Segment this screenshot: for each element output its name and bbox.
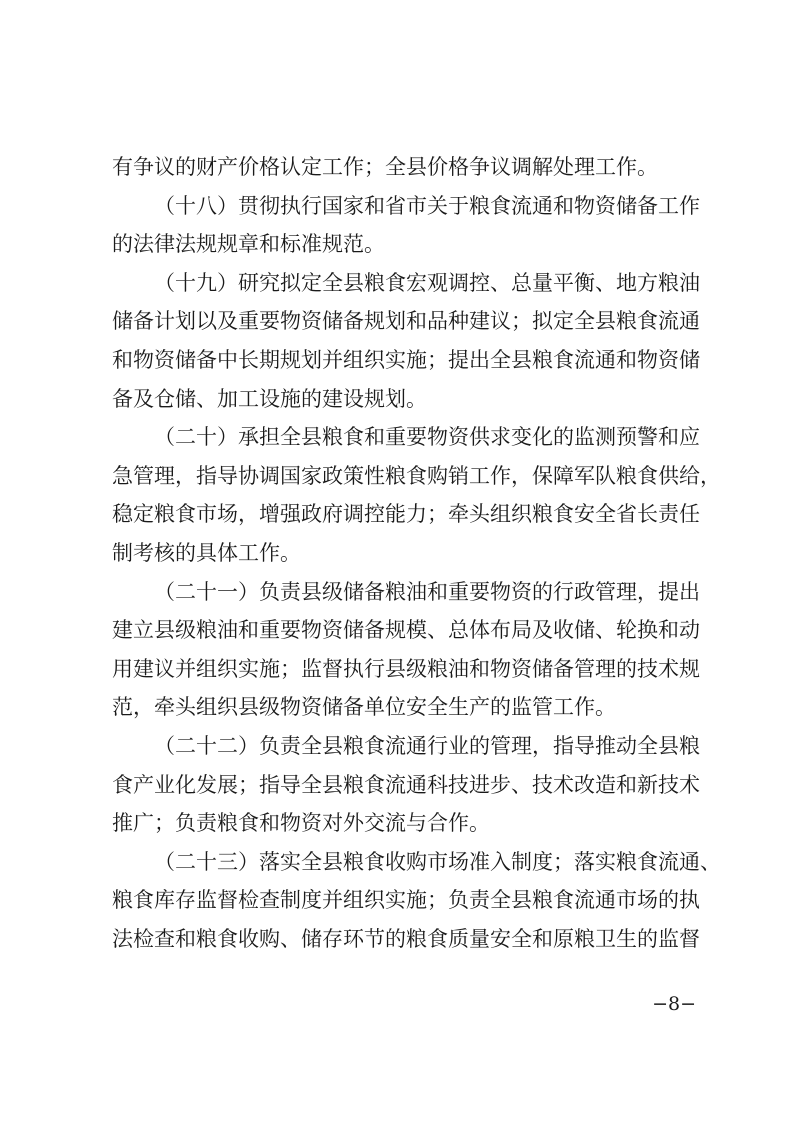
text-line: 食产业化发展；指导全县粮食流通科技进步、技术改造和新技术 — [112, 772, 700, 797]
text-line: 用建议并组织实施；监督执行县级粮油和物资储备管理的技术规 — [112, 656, 700, 681]
text-line: （二十三）落实全县粮食收购市场准入制度；落实粮食流通、 — [154, 849, 721, 874]
text-line: 制考核的具体工作。 — [112, 540, 301, 565]
text-line: （二十二）负责全县粮食流通行业的管理，指导推动全县粮 — [154, 733, 700, 758]
page-number: −8− — [652, 993, 696, 1015]
text-line: 建立县级粮油和重要物资储备规模、总体布局及收储、轮换和动 — [112, 618, 700, 643]
text-line: 推广；负责粮食和物资对外交流与合作。 — [112, 811, 490, 836]
text-line: 和物资储备中长期规划并组织实施；提出全县粮食流通和物资储 — [112, 347, 700, 372]
text-line: 的法律法规规章和标准规范。 — [112, 232, 385, 257]
text-line: 范，牵头组织县级物资储备单位安全生产的监管工作。 — [112, 695, 616, 720]
text-line: （十九）研究拟定全县粮食宏观调控、总量平衡、地方粮油 — [154, 270, 700, 295]
text-line: 法检查和粮食收购、储存环节的粮食质量安全和原粮卫生的监督 — [112, 926, 700, 951]
text-line: 急管理，指导协调国家政策性粮食购销工作，保障军队粮食供给， — [112, 463, 721, 488]
text-line: 储备计划以及重要物资储备规划和品种建议；拟定全县粮食流通 — [112, 309, 700, 334]
text-line: （二十一）负责县级储备粮油和重要物资的行政管理，提出 — [154, 579, 700, 604]
text-line: 粮食库存监督检查制度并组织实施；负责全县粮食流通市场的执 — [112, 888, 700, 913]
text-line: （二十）承担全县粮食和重要物资供求变化的监测预警和应 — [154, 425, 700, 450]
document-body — [112, 148, 721, 958]
text-line: 稳定粮食市场，增强政府调控能力；牵头组织粮食安全省长责任 — [112, 502, 700, 527]
text-line: 备及仓储、加工设施的建设规划。 — [112, 386, 427, 411]
text-line: （十八）贯彻执行国家和省市关于粮食流通和物资储备工作 — [154, 193, 700, 218]
text-line: 有争议的财产价格认定工作；全县价格争议调解处理工作。 — [112, 155, 658, 179]
